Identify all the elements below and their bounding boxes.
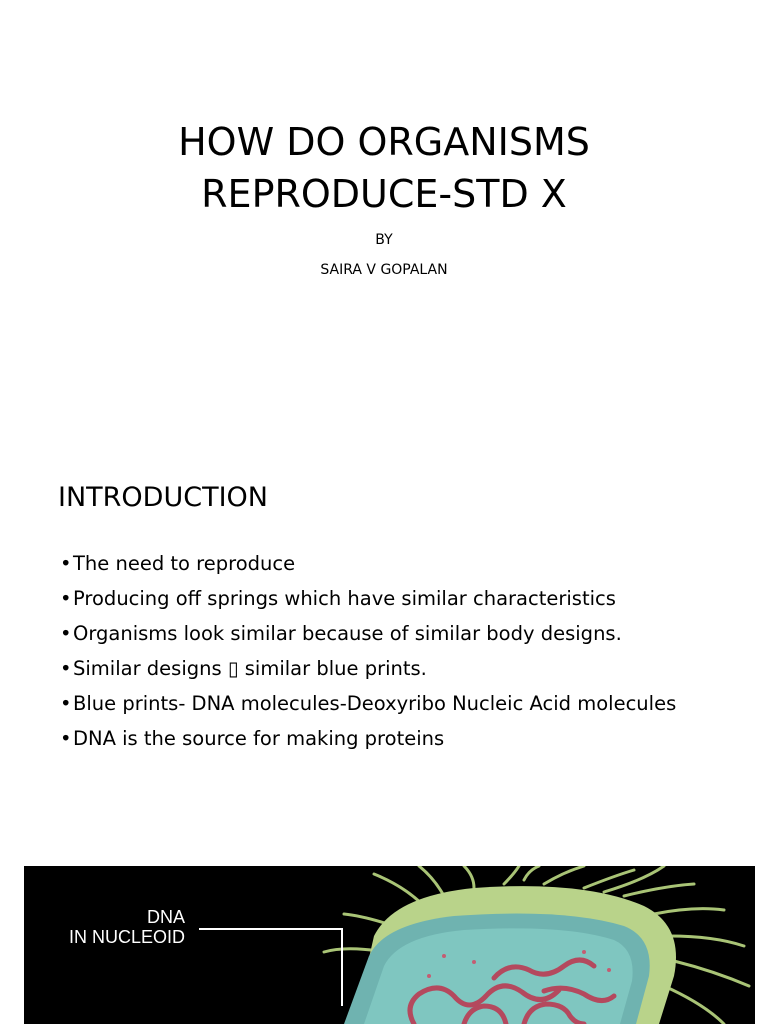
- bacterium-illustration: [24, 866, 755, 1024]
- bullet-text: Blue prints- DNA molecules-Deoxyribo Nucleic Acid molecules: [73, 692, 677, 715]
- slide-title-line-1: HOW DO ORGANISMS: [178, 120, 590, 164]
- bullet-glyph: •: [60, 552, 72, 575]
- bullet-glyph: •: [60, 727, 72, 750]
- slide-title: [0, 116, 768, 220]
- dna-label-line-1: DNA: [146, 907, 185, 927]
- bullet-text: Similar designs ▯ similar blue prints.: [73, 657, 427, 680]
- bullet-item: [60, 725, 720, 752]
- dna-label: [69, 907, 185, 947]
- introduction-bullet-list: [60, 550, 720, 760]
- introduction-heading: INTRODUCTION: [58, 482, 268, 513]
- bullet-text: DNA is the source for making proteins: [73, 727, 445, 750]
- bullet-glyph: •: [60, 692, 72, 715]
- bullet-text: Organisms look similar because of similar body designs.: [73, 622, 622, 645]
- bullet-glyph: •: [60, 587, 72, 610]
- bullet-text: The need to reproduce: [73, 552, 296, 575]
- bullet-item: [60, 585, 720, 612]
- bullet-item: [60, 655, 720, 682]
- bullet-text: Producing off springs which have similar characteristics: [73, 587, 616, 610]
- bullet-item: [60, 550, 720, 577]
- subtitle-by: BY: [375, 232, 393, 248]
- bullet-item: [60, 690, 720, 717]
- bullet-glyph: •: [60, 622, 72, 645]
- subtitle-author: SAIRA V GOPALAN: [320, 262, 448, 278]
- bullet-glyph: •: [60, 657, 72, 680]
- slide-title-line-2: REPRODUCE-STD X: [201, 172, 567, 216]
- bullet-item: [60, 620, 720, 647]
- dna-label-line-2: IN NUCLEOID: [68, 927, 185, 947]
